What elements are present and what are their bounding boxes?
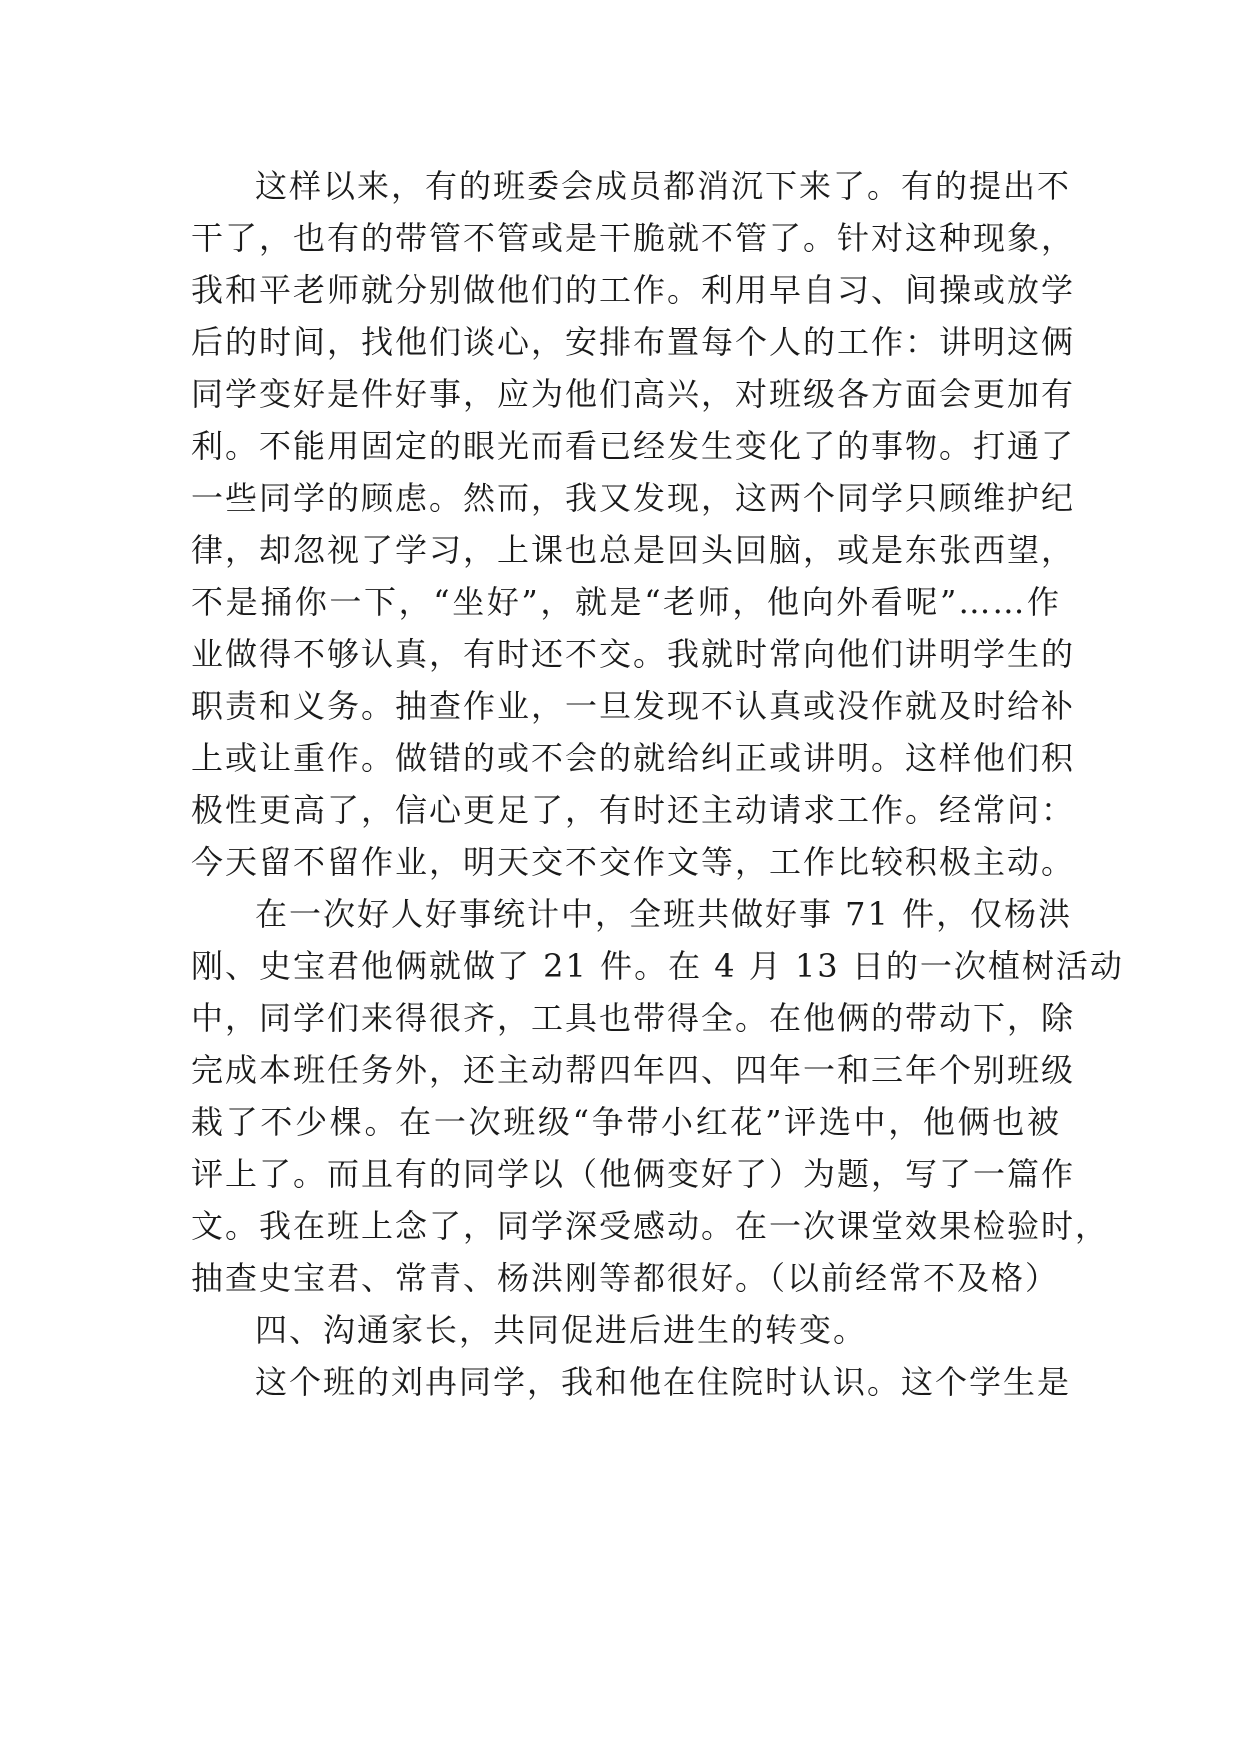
paragraph-line: 栽了不少棵。在一次班级“争带小红花”评选中，他俩也被 — [191, 1103, 1061, 1141]
paragraph-line: 完成本班任务外，还主动帮四年四、四年一和三年个别班级 — [191, 1051, 1076, 1089]
paragraph-line: 不是捅你一下，“坐好”，就是“老师，他向外看呢”……作 — [191, 583, 1061, 621]
paragraph-line: 这个班的刘冉同学，我和他在住院时认识。这个学生是 — [255, 1363, 1072, 1401]
paragraph-line: 中，同学们来得很齐，工具也带得全。在他俩的带动下，除 — [191, 999, 1076, 1037]
paragraph-line: 业做得不够认真，有时还不交。我就时常向他们讲明学生的 — [191, 635, 1076, 673]
paragraph-line: 上或让重作。做错的或不会的就给纠正或讲明。这样他们积 — [191, 739, 1076, 777]
paragraph-line: 抽查史宝君、常青、杨洪刚等都很好。（以前经常不及格） — [191, 1259, 1060, 1297]
paragraph-line: 文。我在班上念了，同学深受感动。在一次课堂效果检验时， — [191, 1207, 1110, 1245]
paragraph-line: 一些同学的顾虑。然而，我又发现，这两个同学只顾维护纪 — [191, 479, 1076, 517]
section-heading: 四、沟通家长，共同促进后进生的转变。 — [255, 1311, 868, 1349]
paragraph-line: 极性更高了，信心更足了，有时还主动请求工作。经常问： — [191, 791, 1076, 829]
paragraph-line: 今天留不留作业，明天交不交作文等，工作比较积极主动。 — [191, 843, 1076, 881]
paragraph-line: 职责和义务。抽查作业，一旦发现不认真或没作就及时给补 — [191, 687, 1076, 725]
paragraph-line: 评上了。而且有的同学以（他俩变好了）为题，写了一篇作 — [191, 1155, 1076, 1193]
paragraph-line: 刚、史宝君他俩就做了 21 件。在 4 月 13 日的一次植树活动 — [191, 947, 1124, 985]
document-body — [191, 160, 1124, 1408]
paragraph-line: 同学变好是件好事，应为他们高兴，对班级各方面会更加有 — [191, 375, 1076, 413]
paragraph-line: 在一次好人好事统计中，全班共做好事 71 件，仅杨洪 — [255, 895, 1073, 933]
paragraph-line: 后的时间，找他们谈心，安排布置每个人的工作：讲明这俩 — [191, 323, 1076, 361]
paragraph-line: 利。不能用固定的眼光而看已经发生变化了的事物。打通了 — [191, 427, 1076, 465]
paragraph-line: 这样以来，有的班委会成员都消沉下来了。有的提出不 — [255, 167, 1072, 205]
paragraph-line: 干了，也有的带管不管或是干脆就不管了。针对这种现象， — [191, 219, 1076, 257]
paragraph-line: 我和平老师就分别做他们的工作。利用早自习、间操或放学 — [191, 271, 1076, 309]
paragraph-line: 律，却忽视了学习，上课也总是回头回脑，或是东张西望， — [191, 531, 1076, 569]
